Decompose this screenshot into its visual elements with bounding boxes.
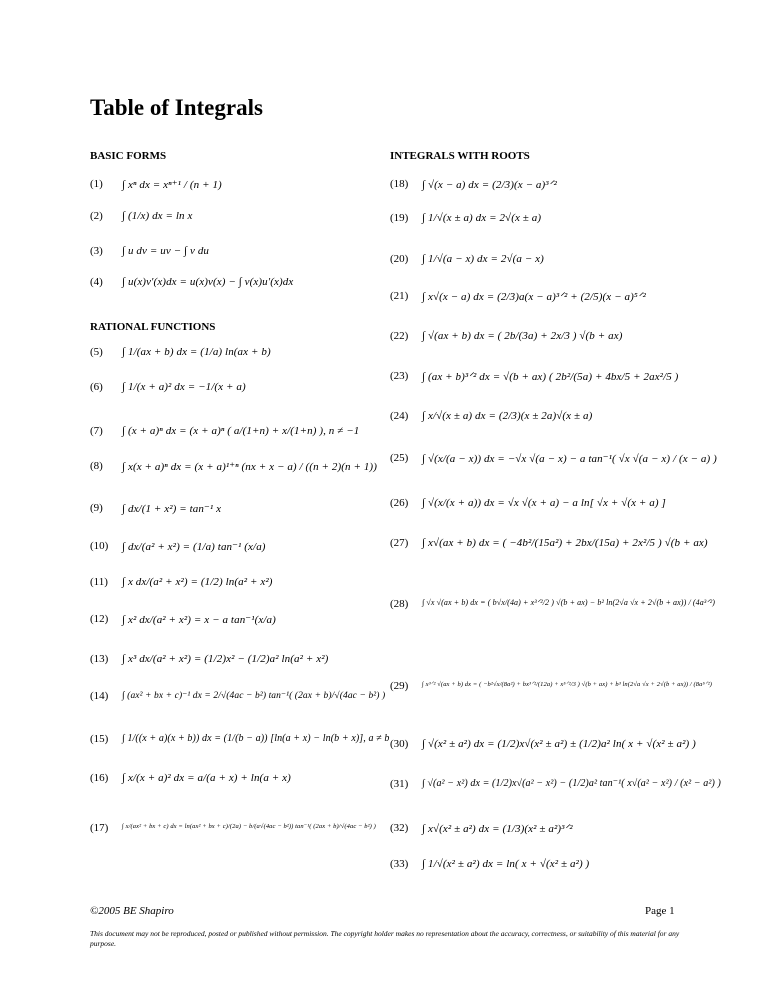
equation-number: (3) <box>90 245 103 257</box>
integral-formula: ∫ x√(x² ± a²) dx = (1/3)(x² ± a²)³ᐟ² <box>422 823 573 835</box>
integral-formula: ∫ u(x)v′(x)dx = u(x)v(x) − ∫ v(x)u′(x)dx <box>122 276 294 288</box>
page-number: Page 1 <box>645 905 675 917</box>
equation-number: (17) <box>90 822 109 834</box>
equation-number: (21) <box>390 290 409 302</box>
equation-number: (8) <box>90 460 103 472</box>
integral-formula: ∫ √(ax + b) dx = ( 2b/(3a) + 2x/3 ) √(b + ax) <box>422 330 623 342</box>
integral-formula: ∫ (x + a)ⁿ dx = (x + a)ⁿ ( a/(1+n) + x/(1+n) ), n ≠ −1 <box>122 425 360 437</box>
equation-number: (2) <box>90 210 103 222</box>
equation-number: (24) <box>390 410 409 422</box>
integral-formula: ∫ x/(x + a)² dx = a/(a + x) + ln(a + x) <box>122 772 291 784</box>
equation-number: (22) <box>390 330 409 342</box>
integral-formula: ∫ x³ dx/(a² + x²) = (1/2)x² − (1/2)a² ln(a² + x²) <box>122 653 329 665</box>
page-title: Table of Integrals <box>90 95 263 120</box>
integral-formula: ∫ u dv = uv − ∫ v du <box>122 245 210 257</box>
integral-formula: ∫ 1/√(a − x) dx = 2√(a − x) <box>422 253 544 265</box>
equation-number: (32) <box>390 822 409 834</box>
integral-formula: ∫ x√(ax + b) dx = ( −4b²/(15a²) + 2bx/(15a) + 2x²/5 ) √(b + ax) <box>422 537 708 549</box>
integral-formula: ∫ √(a² − x²) dx = (1/2)x√(a² − x²) − (1/2)a² tan⁻¹( x√(a² − x²) / (x² − a²) ) <box>422 778 721 789</box>
integral-formula: ∫ √x √(ax + b) dx = ( b√x/(4a) + x³ᐟ²/2 ) √(b + ax) − b² ln(2√a √x + 2√(b + ax)) / (4a³ᐟ²) <box>422 598 716 607</box>
equation-number: (31) <box>390 778 409 790</box>
equation-number: (25) <box>390 452 409 464</box>
equation-number: (33) <box>390 858 409 870</box>
equation-number: (20) <box>390 253 409 265</box>
integral-formula: ∫ 1/((x + a)(x + b)) dx = (1/(b − a)) [ln(a + x) − ln(b + x)], a ≠ b <box>122 733 390 744</box>
equation-number: (1) <box>90 178 103 190</box>
disclaimer: This document may not be reproduced, posted or published without permission. The copyright holder makes no representation about the accuracy, correctness, or suitability of this material for any purpose. <box>90 929 680 948</box>
equation-number: (16) <box>90 772 109 784</box>
integral-formula: ∫ √(x² ± a²) dx = (1/2)x√(x² ± a²) ± (1/2)a² ln( x + √(x² ± a²) ) <box>422 738 696 750</box>
equation-number: (19) <box>390 212 409 224</box>
equation-number: (14) <box>90 690 109 702</box>
equation-number: (7) <box>90 425 103 437</box>
integral-formula: ∫ 1/√(x ± a) dx = 2√(x ± a) <box>422 212 542 224</box>
integral-formula: ∫ (ax² + bx + c)⁻¹ dx = 2/√(4ac − b²) tan⁻¹( (2ax + b)/√(4ac − b²) ) <box>122 691 386 701</box>
integral-formula: ∫ (ax + b)³ᐟ² dx = √(b + ax) ( 2b²/(5a) + 4bx/5 + 2ax²/5 ) <box>422 371 679 383</box>
equation-number: (26) <box>390 497 409 509</box>
integral-formula: ∫ dx/(1 + x²) = tan⁻¹ x <box>122 503 222 515</box>
equation-number: (18) <box>390 178 409 190</box>
integral-formula: ∫ (1/x) dx = ln x <box>122 210 193 222</box>
equation-number: (6) <box>90 381 103 393</box>
integral-formula: ∫ x/√(x ± a) dx = (2/3)(x ± 2a)√(x ± a) <box>422 410 593 422</box>
copyright: ©2005 BE Shapiro <box>90 905 174 917</box>
integral-formula: ∫ √(x/(x + a)) dx = √x √(x + a) − a ln[ √x + √(x + a) ] <box>422 497 666 509</box>
integral-formula: ∫ dx/(a² + x²) = (1/a) tan⁻¹ (x/a) <box>122 541 266 553</box>
equation-number: (27) <box>390 537 409 549</box>
equation-number: (12) <box>90 613 109 625</box>
equation-number: (23) <box>390 370 409 382</box>
equation-number: (4) <box>90 276 103 288</box>
integral-formula: ∫ x dx/(a² + x²) = (1/2) ln(a² + x²) <box>122 576 273 588</box>
integral-formula: ∫ x(x + a)ⁿ dx = (x + a)¹⁺ⁿ (nx + x − a) / ((n + 2)(n + 1)) <box>122 461 377 473</box>
equation-number: (11) <box>90 576 108 588</box>
integral-formula: ∫ √(x/(a − x)) dx = −√x √(a − x) − a tan⁻¹( √x √(a − x) / (x − a) ) <box>422 453 717 465</box>
equation-number: (9) <box>90 502 103 514</box>
equation-number: (15) <box>90 733 109 745</box>
section-rational-functions: RATIONAL FUNCTIONS <box>90 321 216 333</box>
equation-number: (30) <box>390 738 409 750</box>
integral-formula: ∫ 1/(x + a)² dx = −1/(x + a) <box>122 381 246 393</box>
integral-formula: ∫ 1/√(x² ± a²) dx = ln( x + √(x² ± a²) ) <box>422 858 590 870</box>
integral-formula: ∫ 1/(ax + b) dx = (1/a) ln(ax + b) <box>122 346 271 358</box>
equation-number: (5) <box>90 346 103 358</box>
equation-number: (29) <box>390 680 409 692</box>
integral-formula: ∫ x√(x − a) dx = (2/3)a(x − a)³ᐟ² + (2/5)(x − a)⁵ᐟ² <box>422 291 646 303</box>
integral-formula: ∫ x² dx/(a² + x²) = x − a tan⁻¹(x/a) <box>122 614 276 626</box>
integral-formula: ∫ xⁿ dx = xⁿ⁺¹ / (n + 1) <box>122 179 222 191</box>
section-integrals-with-roots: INTEGRALS WITH ROOTS <box>390 150 530 162</box>
equation-number: (10) <box>90 540 109 552</box>
equation-number: (28) <box>390 598 409 610</box>
integral-formula: ∫ x/(ax² + bx + c) dx = ln(ax² + bx + c)/(2a) − b/(a√(4ac − b²)) tan⁻¹( (2ax + b)/√(4ac − b²) ) <box>122 823 376 830</box>
integral-formula: ∫ √(x − a) dx = (2/3)(x − a)³ᐟ² <box>422 179 557 191</box>
section-basic-forms: BASIC FORMS <box>90 150 167 162</box>
integral-formula: ∫ x³ᐟ² √(ax + b) dx = ( −b²√x/(8a²) + bx³ᐟ²/(12a) + x⁵ᐟ²/3 ) √(b + ax) + b³ ln(2√a √x + 2√(b + ax)) / (8a⁵ᐟ²) <box>422 681 713 688</box>
equation-number: (13) <box>90 653 109 665</box>
